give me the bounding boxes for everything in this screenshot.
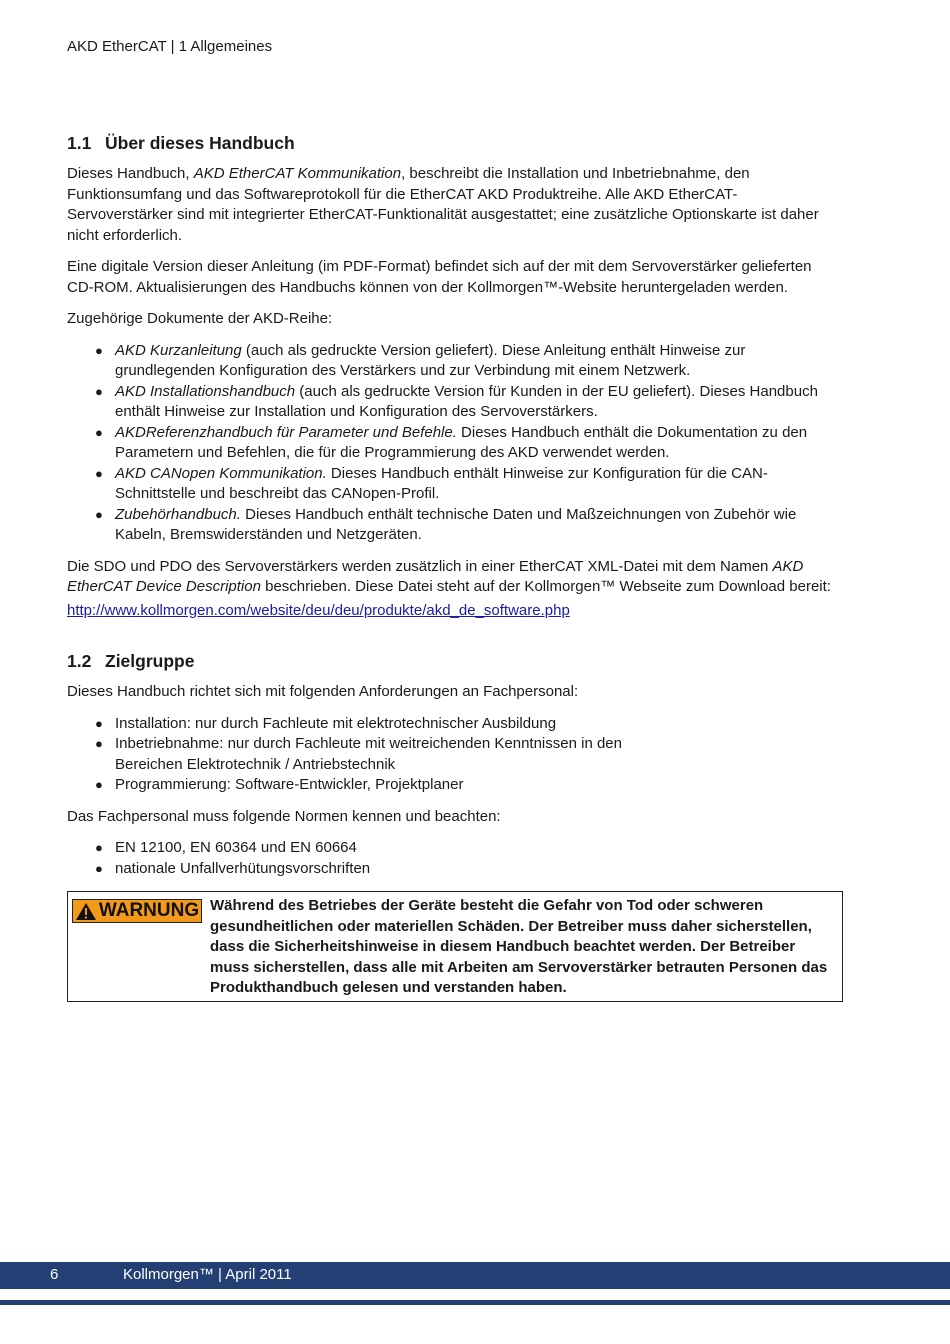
manual-title: AKD EtherCAT Kommunikation	[193, 165, 402, 182]
doc-desc: Dieses Handbuch enthält Hinweise zur Konfiguration für die CAN-Schnittstelle und beschreibt das CANopen-Profil.	[115, 464, 768, 502]
requirement-text: Programmierung: Software-Entwickler, Projektplaner	[115, 776, 464, 793]
norms-intro: Das Fachpersonal muss folgende Normen kennen und beachten:	[67, 807, 501, 825]
norm-text: nationale Unfallverhütungsvorschriften	[115, 859, 371, 877]
list-item	[67, 775, 655, 796]
requirement-text: Installation: nur durch Fachleute mit elektrotechnischer Ausbildung	[115, 714, 557, 732]
bullet-icon: ●	[95, 736, 103, 751]
bullet-icon: ●	[95, 342, 103, 358]
footer-rule	[0, 1300, 950, 1305]
section-1-2	[67, 649, 837, 1002]
bullet-icon: ●	[95, 465, 103, 481]
text: Dieses Handbuch,	[67, 165, 194, 182]
bullet-icon: ●	[95, 777, 103, 792]
text: beschrieben. Diese Datei steht auf der Kollmorgen™ Webseite zum Download bereit:	[260, 578, 831, 595]
footer-bar	[0, 1262, 950, 1289]
related-docs-list	[67, 341, 837, 546]
list-item	[67, 382, 837, 423]
list-item	[67, 859, 837, 880]
doc-title: AKD Installationshandbuch	[115, 382, 296, 400]
xml-name: AKD EtherCAT Device Description	[67, 557, 804, 595]
list-item	[67, 464, 837, 505]
warning-triangle-icon	[75, 902, 97, 921]
requirements-list	[67, 714, 837, 796]
warning-box	[67, 891, 843, 1002]
bullet-icon: ●	[95, 860, 103, 876]
intro-paragraph	[67, 164, 837, 246]
section-heading-1-1	[67, 131, 837, 155]
warning-badge	[72, 899, 202, 923]
section-number: 1.2	[67, 651, 92, 671]
bullet-icon: ●	[95, 383, 103, 399]
norm-text: EN 12100, EN 60364 und EN 60664	[115, 839, 357, 856]
page-number: 6	[50, 1266, 59, 1283]
list-item	[67, 423, 837, 464]
pdf-paragraph: Eine digitale Version dieser Anleitung (im PDF-Format) befindet sich auf der mit dem Servoverstärker gelieferten CD-ROM. Aktualisierungen des Handbuchs können von der Kollmorgen™-Website heruntergeladen werden.	[67, 258, 812, 296]
norms-list	[67, 838, 837, 879]
download-link[interactable]: http://www.kollmorgen.com/website/deu/deu/produkte/akd_de_software.php	[67, 601, 570, 619]
list-item	[67, 838, 837, 859]
bullet-icon: ●	[95, 840, 103, 855]
requirement-text: Inbetriebnahme: nur durch Fachleute mit weitreichenden Kenntnissen in den Bereichen Elektrotechnik / Antriebstechnik	[115, 735, 622, 773]
doc-title: AKDReferenzhandbuch für Parameter und Befehle.	[115, 423, 457, 441]
doc-title: AKD CANopen Kommunikation.	[115, 464, 327, 482]
doc-desc: (auch als gedruckte Version geliefert). Diese Anleitung enthält Hinweise zur grundlegenden Konfiguration des Verstärkers und zur Verbindung mit einem Netzwerk.	[115, 341, 746, 379]
docs-intro: Zugehörige Dokumente der AKD-Reihe:	[67, 310, 333, 327]
section-number: 1.1	[67, 133, 92, 153]
warning-text: Während des Betriebes der Geräte besteht die Gefahr von Tod oder schweren gesundheitlichen oder materiellen Schäden. Der Betreiber muss daher sicherstellen, dass die Sicherheitshinweise in diesem Handbuch beachtet werden. Der Betreiber muss sicherstellen, dass alle mit Arbeiten am Servoverstärker betrauten Personen das Produkthandbuch gelesen und verstanden haben.	[210, 897, 828, 996]
list-item	[67, 734, 655, 775]
bullet-icon: ●	[95, 506, 103, 522]
page-header: AKD EtherCAT | 1 Allgemeines	[67, 38, 273, 55]
audience-intro: Dieses Handbuch richtet sich mit folgenden Anforderungen an Fachpersonal:	[67, 683, 579, 700]
section-title: Über dieses Handbuch	[105, 133, 295, 153]
xml-paragraph	[67, 557, 837, 598]
bullet-icon: ●	[95, 424, 103, 440]
footer-text: Kollmorgen™ | April 2011	[123, 1266, 292, 1283]
text: Die SDO und PDO des Servoverstärkers werden zusätzlich in einer EtherCAT XML-Datei mit dem Namen	[67, 557, 773, 575]
doc-title: Zubehörhandbuch.	[115, 505, 241, 523]
text: , beschreibt die Installation und Inbetriebnahme, den Funktionsumfang und das Softwareprotokoll für die EtherCAT AKD Produktreihe. Alle AKD EtherCAT-Servoverstärker sind mit integrierter EtherCAT-Funktionalität ausgestattet; eine zusätzliche Optionskarte ist daher nicht erforderlich.	[67, 165, 819, 244]
bullet-icon: ●	[95, 715, 103, 731]
doc-desc: (auch als gedruckte Version für Kunden in der EU geliefert). Dieses Handbuch enthält Hinweise zur Installation und Konfiguration des Servoverstärkers.	[115, 382, 818, 420]
main-content	[67, 131, 837, 1002]
section-title: Zielgruppe	[105, 651, 195, 671]
list-item	[67, 714, 655, 735]
list-item	[67, 505, 837, 546]
doc-desc: Dieses Handbuch enthält technische Daten und Maßzeichnungen von Zubehör wie Kabeln, Bremswiderständen und Netzgeräten.	[115, 505, 797, 543]
list-item	[67, 341, 837, 382]
doc-desc: Dieses Handbuch enthält die Dokumentation zu den Parametern und Befehlen, die für die Programmierung des AKD verwendet werden.	[115, 423, 808, 461]
warning-label: WARNUNG	[98, 899, 200, 921]
section-heading-1-2	[67, 649, 837, 673]
doc-title: AKD Kurzanleitung	[115, 341, 242, 359]
